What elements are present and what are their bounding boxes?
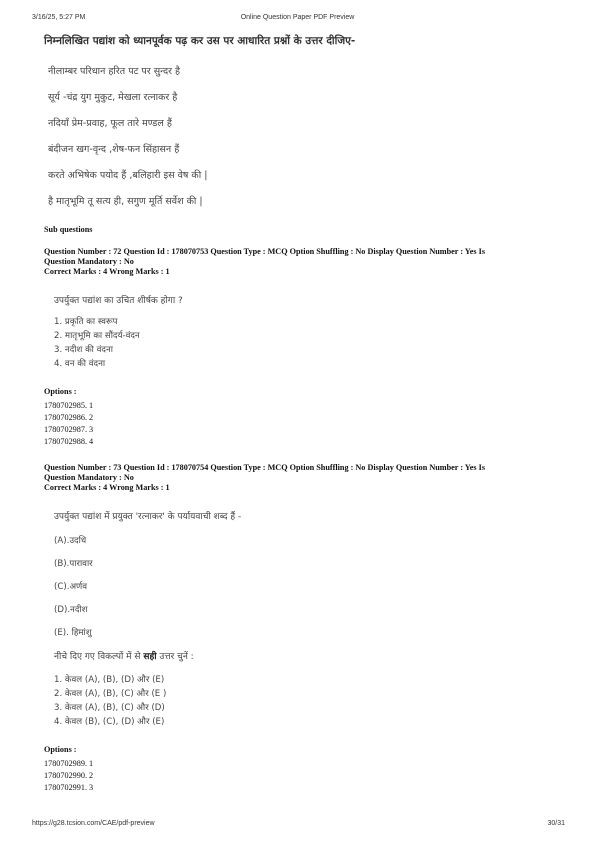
passage-instruction: निम्नलिखित पद्यांश को ध्यानपूर्वक पढ़ कर उस पर आधारित प्रश्नों के उत्तर दीजिए- (44, 35, 356, 47)
question-text: उपर्युक्त पद्यांश का उचित शीर्षक होगा ? (54, 296, 183, 306)
question-72 (44, 247, 564, 446)
select-instruction-pre: नीचे दिए गए विकल्पों में से (54, 652, 144, 662)
option-id: 1780702989. 1 (44, 759, 94, 768)
question-73 (44, 463, 564, 792)
answer-option: 3. नदीश की वंदना (54, 345, 113, 355)
select-instruction-bold: सही (143, 652, 157, 662)
poem-passage (44, 64, 564, 207)
choice-item: (A).उदधि (54, 536, 87, 546)
select-instruction (54, 649, 564, 662)
options-label: Options : (44, 745, 77, 754)
choice-item: (C).अर्णव (54, 582, 87, 592)
option-id: 1780702985. 1 (44, 401, 94, 410)
option-id: 1780702991. 3 (44, 783, 94, 792)
answer-option: 4. केवल (B), (C), (D) और (E) (54, 717, 165, 727)
answer-option: 2. केवल (A), (B), (C) और (E ) (54, 689, 167, 699)
answer-option: 3. केवल (A), (B), (C) और (D) (54, 703, 165, 713)
question-meta: Question Mandatory : No (44, 257, 134, 266)
option-id: 1780702988. 4 (44, 437, 94, 446)
choice-item: (E). हिमांशु (54, 628, 92, 638)
options-label: Options : (44, 387, 77, 396)
poem-line: करते अभिषेक पयोद हैं ,बलिहारी इस वेष की | (48, 170, 208, 181)
question-paper-content (44, 34, 564, 795)
page-url: https://g28.tcsion.com/CAE/pdf-preview (32, 820, 155, 827)
question-meta: Question Mandatory : No (44, 473, 134, 482)
question-marks: Correct Marks : 4 Wrong Marks : 1 (44, 267, 170, 276)
print-datetime: 3/16/25, 5:27 PM (32, 14, 86, 21)
poem-line: सूर्य -चंद्र युग मुकुट, मेखला रत्नाकर है (48, 92, 178, 103)
option-id: 1780702990. 2 (44, 771, 94, 780)
poem-line: है मातृभूमि तू सत्य ही, सगुण मूर्ति सर्वेश की | (48, 196, 203, 207)
print-title: Online Question Paper PDF Preview (240, 14, 355, 21)
option-id: 1780702986. 2 (44, 413, 94, 422)
answer-option: 4. वन की वंदना (54, 359, 106, 369)
sub-questions-label: Sub questions (44, 225, 93, 234)
poem-line: नीलाम्बर परिधान हरित पट पर सुन्दर है (48, 66, 181, 77)
question-text: उपर्युक्त पद्यांश में प्रयुक्त 'रत्नाकर' के पर्यायवाची शब्द हैं - (54, 512, 242, 522)
question-meta: Question Number : 73 Question Id : 178070754 Question Type : MCQ Option Shuffling : No Display Question Number : Yes Is (44, 463, 486, 472)
poem-line: बंदीजन खग-वृन्द ,शेष-फन सिंहासन हैं (48, 144, 180, 155)
option-id: 1780702987. 3 (44, 425, 94, 434)
select-instruction-post: उत्तर चुनें : (156, 652, 194, 662)
choice-item: (D).नदीश (54, 605, 88, 615)
question-marks: Correct Marks : 4 Wrong Marks : 1 (44, 483, 170, 492)
answer-options (44, 315, 564, 369)
choice-item: (B).पारावार (54, 559, 93, 569)
poem-line: नदियाँ प्रेम-प्रवाह, फूल तारे मण्डल हैं (48, 118, 172, 129)
answer-options (44, 673, 564, 727)
answer-option: 1. प्रकृति का स्वरूप (54, 317, 118, 327)
answer-option: 2. मातृभूमि का सौंदर्य-वंदन (54, 331, 140, 341)
page-number: 30/31 (547, 820, 565, 827)
answer-option: 1. केवल (A), (B), (D) और (E) (54, 675, 165, 685)
question-meta: Question Number : 72 Question Id : 178070753 Question Type : MCQ Option Shuffling : No Display Question Number : Yes Is (44, 247, 486, 256)
